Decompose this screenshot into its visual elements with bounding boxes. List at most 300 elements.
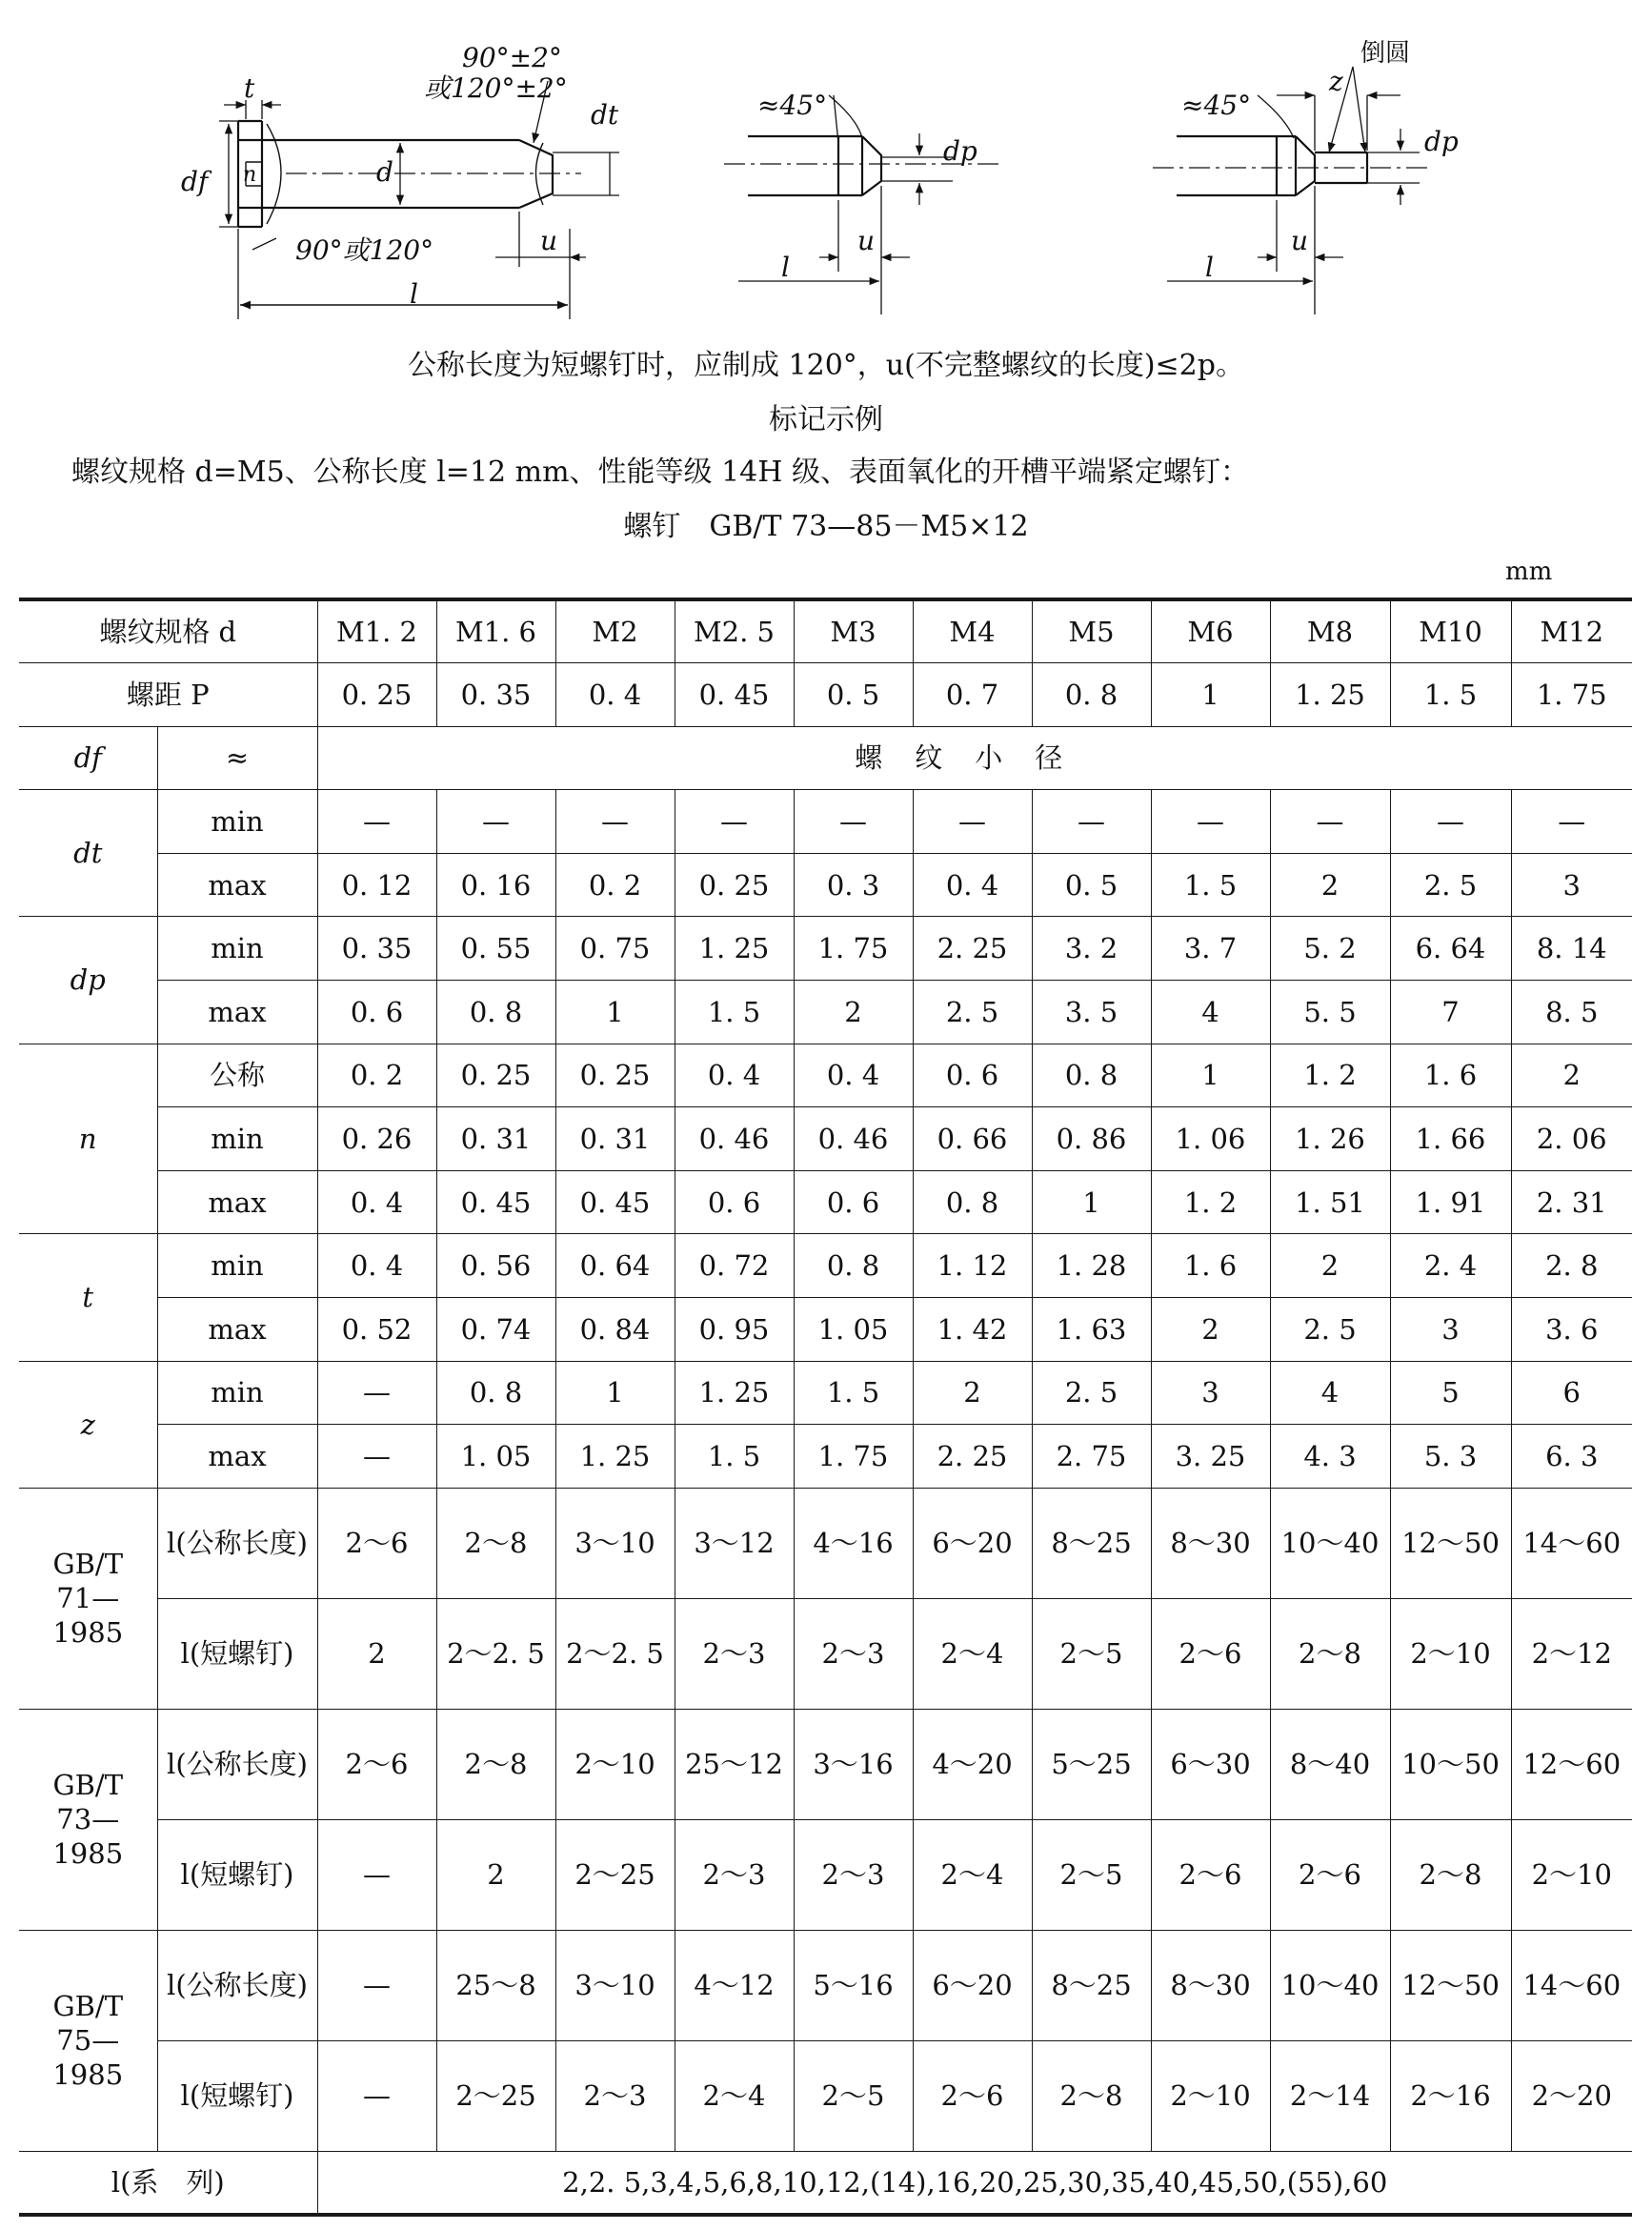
table-cell: 0. 5	[794, 663, 913, 727]
table-cell: 0. 8	[1032, 663, 1151, 727]
figure-drawings	[0, 0, 1652, 334]
nominal-length-label: l(公称长度)	[167, 1527, 308, 1560]
table-cell: 3～10	[555, 1488, 675, 1598]
max-label: max	[157, 1298, 317, 1362]
min-label: min	[157, 1107, 317, 1171]
label-angle-bottom: 90°或120°	[295, 234, 434, 266]
max-label: max	[157, 1425, 317, 1489]
table-cell: 2～25	[555, 1819, 675, 1930]
table-cell: 1. 75	[794, 1425, 913, 1489]
table-cell: 2～3	[555, 2040, 675, 2151]
short-screw-label: l(短螺钉)	[180, 1637, 294, 1671]
size-cell: M6	[1151, 599, 1270, 663]
table-cell: 6～20	[913, 1930, 1032, 2040]
table-cell: 6. 64	[1390, 917, 1511, 981]
table-cell: 5. 3	[1390, 1425, 1511, 1489]
df-label: df	[19, 726, 157, 790]
table-cell: 3～12	[675, 1488, 794, 1598]
table-cell: 2～4	[913, 1819, 1032, 1930]
max-label: max	[157, 1170, 317, 1234]
table-cell: —	[317, 1819, 436, 1930]
size-cell: M12	[1511, 599, 1632, 663]
table-cell: 1. 25	[555, 1425, 675, 1489]
table-cell: 3～16	[794, 1709, 913, 1819]
min-label: min	[157, 1234, 317, 1298]
table-cell: 2～8	[436, 1488, 555, 1598]
table-cell: 0. 52	[317, 1298, 436, 1362]
table-cell: 8～25	[1032, 1488, 1151, 1598]
table-cell: 3. 2	[1032, 917, 1151, 981]
table-cell: 4. 3	[1270, 1425, 1390, 1489]
table-cell: 1	[1151, 663, 1270, 727]
table-cell: 2	[913, 1361, 1032, 1425]
table-cell: 2. 31	[1511, 1170, 1632, 1234]
table-cell: 1. 91	[1390, 1170, 1511, 1234]
note-text: 公称长度为短螺钉时，应制成 120°，u(不完整螺纹的长度)≤2p。	[408, 349, 1244, 382]
table-cell: 2～5	[1032, 1598, 1151, 1709]
table-cell: 5～16	[794, 1930, 913, 2040]
table-cell: 0. 86	[1032, 1107, 1151, 1171]
table-cell: 0. 8	[1032, 1044, 1151, 1107]
table-cell: 1	[555, 981, 675, 1044]
row-n-nominal	[19, 1044, 1632, 1107]
row-n-max	[19, 1170, 1632, 1234]
table-cell: 1. 28	[1032, 1234, 1151, 1298]
table-cell: 1. 25	[1270, 663, 1390, 727]
table-cell: 1. 75	[794, 917, 913, 981]
size-cell: M1. 2	[317, 599, 436, 663]
size-cell: M5	[1032, 599, 1151, 663]
table-cell: 0. 45	[555, 1170, 675, 1234]
size-cell: M1. 6	[436, 599, 555, 663]
table-cell: 0. 75	[555, 917, 675, 981]
table-cell: 5～25	[1032, 1709, 1151, 1819]
table-cell: —	[794, 790, 913, 854]
table-cell: 4	[1270, 1361, 1390, 1425]
gb71-label	[19, 1488, 157, 1709]
table-cell: 0. 66	[913, 1107, 1032, 1171]
table-cell: —	[1151, 790, 1270, 854]
table-cell: 2～14	[1270, 2040, 1390, 2151]
table-cell: 2	[1270, 853, 1390, 917]
table-cell: 1. 6	[1151, 1234, 1270, 1298]
series-value: 2,2. 5,3,4,5,6,8,10,12,(14),16,20,25,30,35,40,45,50,(55),60	[317, 2151, 1632, 2215]
table-cell: 1. 25	[675, 917, 794, 981]
z-label: z	[19, 1361, 157, 1488]
table-cell: —	[913, 790, 1032, 854]
table-cell: 0. 8	[913, 1170, 1032, 1234]
table-cell: 0. 12	[317, 853, 436, 917]
table-cell: 0. 56	[436, 1234, 555, 1298]
row-gb73-nominal	[19, 1709, 1632, 1819]
table-cell: 2	[317, 1598, 436, 1709]
table-cell: 0. 6	[675, 1170, 794, 1234]
table-cell: 0. 45	[436, 1170, 555, 1234]
long-label	[157, 1930, 317, 2040]
table-cell: 0. 4	[675, 1044, 794, 1107]
label-angle-upper: 90°±2°	[462, 42, 562, 73]
table-cell: 1	[1151, 1044, 1270, 1107]
table-cell: 2. 5	[913, 981, 1032, 1044]
table-cell: 1. 63	[1032, 1298, 1151, 1362]
table-cell: 2～25	[436, 2040, 555, 2151]
table-cell: 2～10	[1511, 1819, 1632, 1930]
table-cell: 6. 3	[1511, 1425, 1632, 1489]
table-cell: 6～20	[913, 1488, 1032, 1598]
table-cell: 1. 05	[794, 1298, 913, 1362]
table-cell: 1. 05	[436, 1425, 555, 1489]
table-cell: 0. 6	[317, 981, 436, 1044]
table-cell: 0. 84	[555, 1298, 675, 1362]
table-cell: 1. 66	[1390, 1107, 1511, 1171]
table-cell: 8～40	[1270, 1709, 1390, 1819]
table-cell: 2～3	[675, 1598, 794, 1709]
table-cell: 0. 4	[794, 1044, 913, 1107]
table-cell: 1. 26	[1270, 1107, 1390, 1171]
table-cell: —	[1511, 790, 1632, 854]
table-cell: 2～16	[1390, 2040, 1511, 2151]
row-z-min	[19, 1361, 1632, 1425]
table-cell: 5. 2	[1270, 917, 1390, 981]
table-cell: 8～25	[1032, 1930, 1151, 2040]
table-cell: 1. 5	[1390, 663, 1511, 727]
table-cell: 0. 8	[794, 1234, 913, 1298]
table-cell: 0. 4	[913, 853, 1032, 917]
table-cell: 0. 35	[436, 663, 555, 727]
table-cell: 3	[1151, 1361, 1270, 1425]
table-cell: 0. 64	[555, 1234, 675, 1298]
dp-label: dp	[19, 917, 157, 1044]
label-u1: u	[540, 225, 558, 256]
max-label: max	[157, 981, 317, 1044]
table-cell: 0. 95	[675, 1298, 794, 1362]
df-value: 螺纹小径	[317, 726, 1632, 790]
dt-label: dt	[19, 790, 157, 917]
table-cell: 10～50	[1390, 1709, 1511, 1819]
label-chamfer: 倒圆	[1360, 39, 1411, 68]
n-label: n	[19, 1044, 157, 1234]
table-cell: 3～10	[555, 1930, 675, 2040]
table-cell: 0. 4	[317, 1234, 436, 1298]
table-cell: 12～50	[1390, 1488, 1511, 1598]
table-cell: 0. 7	[913, 663, 1032, 727]
short-label	[157, 1598, 317, 1709]
table-cell: 2. 5	[1032, 1361, 1151, 1425]
table-cell: 0. 8	[436, 1361, 555, 1425]
table-cell: 2	[1511, 1044, 1632, 1107]
label-n: n	[243, 163, 257, 187]
table-cell: 0. 2	[317, 1044, 436, 1107]
row-gb71-nominal	[19, 1488, 1632, 1598]
nominal-length-label: l(公称长度)	[167, 1748, 308, 1781]
gb75-label	[19, 1930, 157, 2151]
table-cell: 0. 4	[317, 1170, 436, 1234]
table-cell: 2. 06	[1511, 1107, 1632, 1171]
table-cell: 4	[1151, 981, 1270, 1044]
dimensions-table	[19, 598, 1632, 2217]
label-dt: dt	[591, 99, 619, 131]
table-cell: —	[1270, 790, 1390, 854]
row-series	[19, 2151, 1632, 2215]
table-cell: 0. 46	[675, 1107, 794, 1171]
header-label: 螺纹规格 d	[19, 599, 317, 663]
table-cell: 0. 25	[436, 1044, 555, 1107]
table-cell: 2～6	[1151, 1598, 1270, 1709]
long-label	[157, 1488, 317, 1598]
table-cell: 1. 5	[675, 1425, 794, 1489]
size-cell: M2	[555, 599, 675, 663]
table-cell: —	[1032, 790, 1151, 854]
unit-label: mm	[1505, 558, 1553, 586]
table-cell: 3	[1390, 1298, 1511, 1362]
table-cell: 8. 5	[1511, 981, 1632, 1044]
table-cell: 2～6	[1270, 1819, 1390, 1930]
table-cell: 1. 25	[675, 1361, 794, 1425]
table-cell: 1. 5	[675, 981, 794, 1044]
table-cell: 0. 35	[317, 917, 436, 981]
table-cell: 2. 75	[1032, 1425, 1151, 1489]
row-dp-max	[19, 981, 1632, 1044]
nominal-length-label: l(公称长度)	[167, 1969, 308, 2002]
table-cell: 2～8	[436, 1709, 555, 1819]
short-screw-label: l(短螺钉)	[180, 2079, 294, 2113]
table-cell: 0. 46	[794, 1107, 913, 1171]
table-cell: 1. 12	[913, 1234, 1032, 1298]
df-approx: ≈	[157, 726, 317, 790]
table-cell: —	[317, 2040, 436, 2151]
size-cell: M2. 5	[675, 599, 794, 663]
t-label: t	[19, 1234, 157, 1361]
row-gb73-short	[19, 1819, 1632, 1930]
row-gb71-short	[19, 1598, 1632, 1709]
table-cell: 5	[1390, 1361, 1511, 1425]
label-angle-45-a: ≈45°	[757, 90, 828, 121]
min-label: min	[157, 1361, 317, 1425]
table-cell: 10～40	[1270, 1488, 1390, 1598]
label-dp-a: dp	[943, 135, 977, 167]
table-cell: 2～6	[913, 2040, 1032, 2151]
pitch-label: 螺距 P	[19, 663, 317, 727]
table-cell: 12～60	[1511, 1709, 1632, 1819]
min-label: min	[157, 917, 317, 981]
min-label: min	[157, 790, 317, 854]
table-cell: 2～4	[913, 1598, 1032, 1709]
table-cell: 2	[794, 981, 913, 1044]
size-cell: M10	[1390, 599, 1511, 663]
table-cell: 2～2. 5	[555, 1598, 675, 1709]
row-pitch	[19, 663, 1632, 727]
table-cell: 8. 14	[1511, 917, 1632, 981]
series-label: l(系 列)	[19, 2151, 317, 2215]
table-cell: 0. 6	[913, 1044, 1032, 1107]
table-cell: 5. 5	[1270, 981, 1390, 1044]
marking-description: 螺纹规格 d=M5、公称长度 l=12 mm、性能等级 14H 级、表面氧化的开槽平端紧定螺钉：	[71, 456, 1249, 489]
table-cell: 0. 3	[794, 853, 913, 917]
table-cell: 1. 5	[794, 1361, 913, 1425]
table-cell: 0. 6	[794, 1170, 913, 1234]
table-cell: —	[317, 1930, 436, 2040]
table-cell: 4～20	[913, 1709, 1032, 1819]
table-cell: 1. 6	[1390, 1044, 1511, 1107]
size-cell: M8	[1270, 599, 1390, 663]
table-cell: 2～6	[1151, 1819, 1270, 1930]
table-cell: 2	[1151, 1298, 1270, 1362]
table-cell: 2. 4	[1390, 1234, 1511, 1298]
table-cell: 1. 2	[1151, 1170, 1270, 1234]
table-cell: 3. 25	[1151, 1425, 1270, 1489]
table-cell: 3	[1511, 853, 1632, 917]
marking-title: 标记示例	[769, 403, 883, 436]
gb73-label	[19, 1709, 157, 1930]
table-cell: 2. 8	[1511, 1234, 1632, 1298]
size-cell: M4	[913, 599, 1032, 663]
table-cell: —	[675, 790, 794, 854]
table-cell: 8～30	[1151, 1930, 1270, 2040]
table-cell: 2	[436, 1819, 555, 1930]
table-cell: 1. 5	[1151, 853, 1270, 917]
row-gb75-nominal	[19, 1930, 1632, 2040]
table-cell: 1. 42	[913, 1298, 1032, 1362]
table-cell: —	[317, 1425, 436, 1489]
row-z-max	[19, 1425, 1632, 1489]
table-cell: 25～8	[436, 1930, 555, 2040]
gb75-standard: GB/T 75—1985	[52, 1989, 124, 2092]
table-cell: 12～50	[1390, 1930, 1511, 2040]
short-screw-label: l(短螺钉)	[180, 1858, 294, 1892]
row-t-min	[19, 1234, 1632, 1298]
table-cell: 0. 74	[436, 1298, 555, 1362]
table-cell: 6～30	[1151, 1709, 1270, 1819]
table-cell: 2～10	[1151, 2040, 1270, 2151]
label-u3: u	[1291, 225, 1309, 256]
table-cell: 6	[1511, 1361, 1632, 1425]
table-cell: 0. 25	[675, 853, 794, 917]
table-cell: 8～30	[1151, 1488, 1270, 1598]
table-cell: 2～5	[1032, 1819, 1151, 1930]
table-cell: —	[317, 1361, 436, 1425]
row-gb75-short	[19, 2040, 1632, 2151]
table-cell: 2	[1270, 1234, 1390, 1298]
table-cell: 2～20	[1511, 2040, 1632, 2151]
table-cell: 1. 51	[1270, 1170, 1390, 1234]
row-dt-max	[19, 853, 1632, 917]
table-cell: 2～5	[794, 2040, 913, 2151]
table-cell: 2～8	[1270, 1598, 1390, 1709]
label-df: df	[181, 166, 209, 197]
label-length-l2: l	[781, 252, 790, 283]
row-t-max	[19, 1298, 1632, 1362]
table-cell: 14～60	[1511, 1488, 1632, 1598]
table-cell: —	[436, 790, 555, 854]
screw-drawing-cone-point	[724, 95, 1000, 314]
table-cell: —	[1390, 790, 1511, 854]
table-cell: 4～12	[675, 1930, 794, 2040]
marking-code: 螺钉 GB/T 73—85－M5×12	[623, 510, 1029, 543]
label-d: d	[376, 156, 393, 188]
label-angle-lower: 或120°±2°	[424, 72, 568, 104]
table-cell: 1. 06	[1151, 1107, 1270, 1171]
table-cell: 2～10	[1390, 1598, 1511, 1709]
table-cell: 14～60	[1511, 1930, 1632, 2040]
nominal-label: 公称	[157, 1044, 317, 1107]
screw-drawing-flat-end	[219, 81, 619, 319]
table-cell: 0. 25	[317, 663, 436, 727]
table-cell: 2～3	[675, 1819, 794, 1930]
table-cell: 0. 5	[1032, 853, 1151, 917]
table-cell: 0. 16	[436, 853, 555, 917]
table-cell: 1	[1032, 1170, 1151, 1234]
label-length-l3: l	[1205, 252, 1214, 283]
table-cell: 2. 25	[913, 1425, 1032, 1489]
table-cell: 0. 55	[436, 917, 555, 981]
table-cell: 0. 31	[555, 1107, 675, 1171]
table-cell: 2～6	[317, 1709, 436, 1819]
table-cell: 3. 5	[1032, 981, 1151, 1044]
row-size	[19, 599, 1632, 663]
table-cell: 10～40	[1270, 1930, 1390, 2040]
table-cell: —	[317, 790, 436, 854]
table-cell: 0. 26	[317, 1107, 436, 1171]
table-cell: 2～4	[675, 2040, 794, 2151]
table-cell: 2～8	[1390, 1819, 1511, 1930]
long-label	[157, 1709, 317, 1819]
table-cell: 0. 31	[436, 1107, 555, 1171]
short-label	[157, 1819, 317, 1930]
label-dp-b: dp	[1424, 126, 1459, 157]
table-cell: 3. 7	[1151, 917, 1270, 981]
max-label: max	[157, 853, 317, 917]
table-cell: 2～8	[1032, 2040, 1151, 2151]
row-n-min	[19, 1107, 1632, 1171]
table-cell: 2～3	[794, 1819, 913, 1930]
table-cell: 2. 25	[913, 917, 1032, 981]
table-cell: —	[555, 790, 675, 854]
row-dt-min	[19, 790, 1632, 854]
table-cell: 1. 75	[1511, 663, 1632, 727]
size-cell: M3	[794, 599, 913, 663]
short-label	[157, 2040, 317, 2151]
table-cell: 0. 45	[675, 663, 794, 727]
table-cell: 2～6	[317, 1488, 436, 1598]
table-cell: 2～12	[1511, 1598, 1632, 1709]
table-cell: 7	[1390, 981, 1511, 1044]
table-cell: 2. 5	[1390, 853, 1511, 917]
table-cell: 1	[555, 1361, 675, 1425]
label-angle-45-b: ≈45°	[1181, 90, 1252, 121]
gb73-standard: GB/T 73—1985	[52, 1768, 124, 1871]
label-u2: u	[857, 225, 876, 256]
label-t: t	[244, 72, 255, 104]
table-cell: 2～3	[794, 1598, 913, 1709]
row-df	[19, 726, 1632, 790]
table-cell: 1. 2	[1270, 1044, 1390, 1107]
label-length-l1: l	[410, 278, 418, 310]
gb71-standard: GB/T 71—1985	[52, 1547, 124, 1650]
table-cell: 0. 25	[555, 1044, 675, 1107]
label-z: z	[1329, 66, 1343, 97]
table-cell: 2. 5	[1270, 1298, 1390, 1362]
table-cell: 3. 6	[1511, 1298, 1632, 1362]
table-cell: 0. 8	[436, 981, 555, 1044]
table-cell: 0. 4	[555, 663, 675, 727]
table-cell: 2～10	[555, 1709, 675, 1819]
table-cell: 25～12	[675, 1709, 794, 1819]
row-dp-min	[19, 917, 1632, 981]
table-cell: 2～2. 5	[436, 1598, 555, 1709]
table-cell: 0. 72	[675, 1234, 794, 1298]
table-cell: 0. 2	[555, 853, 675, 917]
table-cell: 4～16	[794, 1488, 913, 1598]
